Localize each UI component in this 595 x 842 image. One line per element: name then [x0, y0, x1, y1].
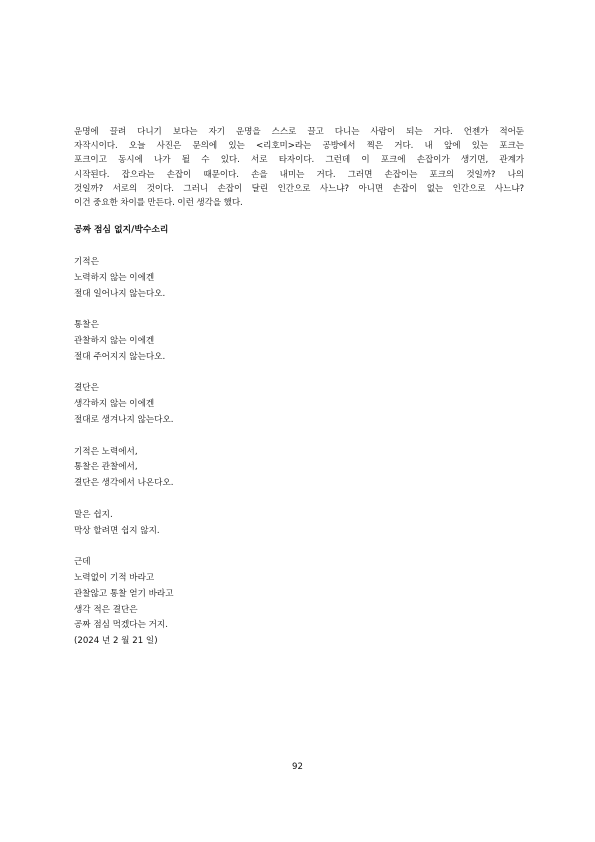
intro-line: 시작된다. 잡으라는 손잡이 때문이다. 손을 내미는 거다. 그러면 손잡이는 포크의 것일까? 나의 — [74, 169, 524, 180]
intro-line: 것일까? 서로의 것이다. 그러니 손잡이 달린 인간으로 사느냐? 아니면 손잡이 없는 인간으로 사느냐? — [74, 183, 524, 194]
poem-line: 절대로 생겨나지 않는다오. — [74, 414, 174, 425]
intro-line: 포크이고 동시에 나가 될 수 있다. 서로 타자이다. 그런데 이 포크에 손잡이가 생기면, 관계가 — [74, 155, 524, 166]
poem-line: 말은 쉽지. — [74, 509, 113, 520]
poem-line: 공짜 점심 먹겠다는 거지. — [74, 620, 168, 631]
poem-stanza — [74, 255, 474, 302]
poem-line: 기적은 — [74, 257, 99, 267]
poem-line: 노력없이 기적 바라고 — [74, 572, 155, 583]
poem-line: 근데 — [74, 557, 91, 568]
poem-line: 절대 주어지지 않는다오. — [74, 351, 166, 362]
intro-line: 운명에 끌려 다니기 보다는 자기 운명을 스스로 끌고 다니는 사람이 되는 거다. 언젠가 적어둔 — [74, 127, 524, 137]
poem-title: 공짜 점심 없지/박수소리 — [74, 225, 169, 235]
poem-line: 생각 적은 결단은 — [74, 604, 138, 615]
poem-line: 생각하지 않는 이에겐 — [74, 399, 155, 410]
poem-stanza — [74, 381, 474, 428]
poem-stanza — [74, 445, 474, 492]
page-number: 92 — [292, 762, 303, 772]
poem-line: 절대 일어나지 않는다오. — [74, 288, 166, 299]
intro-line: 이건 중요한 차이를 만든다. 이런 생각을 했다. — [74, 198, 243, 209]
poem-line: 결단은 — [74, 383, 99, 394]
poem-line: 통찰은 — [74, 320, 99, 331]
intro-line: 자작시이다. 오늘 사진은 문의에 있는 <리호미>라는 공방에서 찍은 거다. 내 앞에 있는 포크는 — [74, 141, 524, 152]
poem-stanza — [74, 555, 474, 650]
intro-paragraph — [74, 125, 524, 210]
poem-line: 노력하지 않는 이에겐 — [74, 272, 155, 283]
poem-stanza — [74, 508, 474, 540]
poem-stanza — [74, 318, 474, 365]
poem-date: (2024 년 2 월 21 일) — [74, 636, 158, 647]
poem-line: 통찰은 관찰에서, — [74, 462, 138, 473]
poem-line: 결단은 생각에서 나온다오. — [74, 478, 174, 489]
poem-line: 관찰않고 통찰 얻기 바라고 — [74, 588, 174, 599]
poem-line: 기적은 노력에서, — [74, 446, 138, 457]
poem-body — [74, 255, 474, 650]
poem-line: 막상 할려면 쉽지 않지. — [74, 525, 160, 536]
poem-line: 관찰하지 않는 이에겐 — [74, 335, 155, 346]
